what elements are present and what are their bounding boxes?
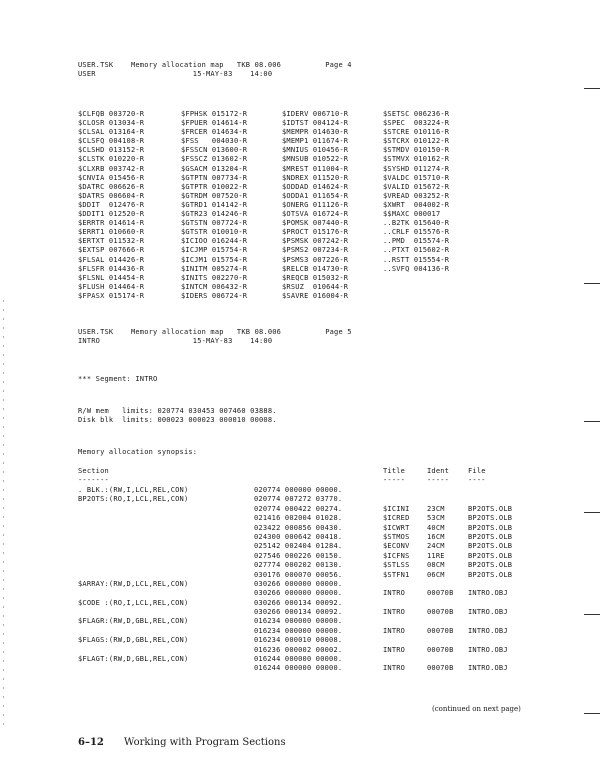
- map-header-page4-line1: USER.TSK Memory allocation map TKB 08.006 Page 4: [78, 61, 352, 69]
- alloc-title: $ICRED: [383, 514, 410, 523]
- alloc-addr: 023422 000856 00430.: [254, 523, 343, 532]
- symbol-entry: $ONERG 011126-R: [282, 200, 349, 209]
- symbol-entry: $OTSVA 016724-R: [282, 210, 349, 219]
- section-header: Section: [78, 467, 109, 475]
- symbol-entry: $GTPTN 007734-R: [181, 173, 248, 182]
- symbol-entry: $FSSCZ 013602-R: [181, 155, 248, 164]
- symbol-entry: $GTRDM 007520-R: [181, 191, 248, 200]
- symbol-entry: $RSUZ 010644-R: [282, 282, 349, 291]
- section-name: $CODE :(RO,I,LCL,REL,CON): [78, 598, 189, 607]
- symbol-entry: $MEMP1 011674-R: [282, 137, 349, 146]
- alloc-file: BP2OTS.OLB: [468, 523, 513, 532]
- alloc-file: BP2OTS.OLB: [468, 570, 513, 579]
- alloc-addr: 016234 000000 00000.: [254, 617, 343, 626]
- alloc-file: INTRO.OBJ: [468, 608, 508, 617]
- section-name: [78, 571, 188, 580]
- alloc-ident: 00070B: [427, 664, 454, 673]
- alloc-file: BP2OTS.OLB: [468, 504, 513, 513]
- alloc-title: [383, 599, 410, 608]
- symbol-entry: $ICIOO 016244-R: [181, 237, 248, 246]
- alloc-addr: 016234 000010 00008.: [254, 636, 343, 645]
- alloc-title: [383, 636, 410, 645]
- alloc-file: INTRO.OBJ: [468, 645, 508, 654]
- map-header-page5-line2: INTRO 15-MAY-83 14:00: [78, 337, 273, 345]
- section-idents: [427, 486, 454, 674]
- symbol-entry: $VALDC 015710-R: [383, 173, 450, 182]
- alloc-title: [383, 655, 410, 664]
- margin-mark: [584, 512, 600, 513]
- alloc-file: INTRO.OBJ: [468, 664, 508, 673]
- symbol-entry: $GTR23 014246-R: [181, 210, 248, 219]
- alloc-ident: 23CM: [427, 504, 445, 513]
- symbol-entry: $ODDAD 014624-R: [282, 182, 349, 191]
- alloc-title: INTRO: [383, 589, 406, 598]
- section-titles: [383, 486, 410, 674]
- section-addresses: [254, 486, 342, 674]
- margin-mark: [584, 713, 600, 714]
- segment-line: *** Segment: INTRO: [78, 375, 158, 383]
- section-name: . BLK.:(RW,I,LCL,REL,CON): [78, 486, 189, 494]
- symbol-entry: $CLSHD 013152-R: [78, 146, 145, 155]
- alloc-ident: 00070B: [427, 626, 454, 635]
- alloc-file: BP2OTS.OLB: [468, 532, 513, 541]
- symbol-entry: $ICJM1 015754-R: [181, 255, 248, 264]
- symbol-entry: $FLSFR 014436-R: [78, 264, 145, 273]
- alloc-title: [383, 580, 410, 589]
- section-name: [78, 514, 188, 523]
- alloc-file: [468, 599, 512, 608]
- alloc-file: [468, 655, 512, 664]
- symbol-entry: $$MAXC 000017: [383, 210, 441, 219]
- symbol-entry: $CLSAL 013164-R: [78, 128, 145, 137]
- symbol-entry: $INTCM 006432-R: [181, 282, 248, 291]
- symbol-entry: $MNSUB 010522-R: [282, 155, 349, 164]
- section-name: [78, 561, 188, 570]
- alloc-file: BP2OTS.OLB: [468, 514, 513, 523]
- symbol-column-3: [282, 110, 348, 301]
- symbol-entry: $FSS 004030-R: [181, 137, 248, 146]
- symbol-entry: $GTSTN 007724-R: [181, 219, 248, 228]
- alloc-title: INTRO: [383, 626, 406, 635]
- chapter-title: Working with Program Sections: [124, 737, 286, 748]
- section-name: [78, 627, 188, 636]
- symbol-entry: $ICJMP 015754-R: [181, 246, 248, 255]
- section-files: [468, 486, 512, 674]
- symbol-entry: $GSACM 013204-R: [181, 164, 248, 173]
- symbol-entry: $IDERS 006724-R: [181, 291, 248, 300]
- symbol-column-2: [181, 110, 247, 301]
- symbol-entry: $SPEC 003224-R: [383, 119, 450, 128]
- symbol-entry: $CLXRB 003742-R: [78, 164, 145, 173]
- alloc-file: BP2OTS.OLB: [468, 551, 513, 560]
- symbol-entry: $DATRC 006626-R: [78, 182, 145, 191]
- symbol-entry: $GTRD1 014142-R: [181, 200, 248, 209]
- alloc-addr: 016244 000000 00000.: [254, 655, 343, 664]
- symbol-entry: $FLUSH 014464-R: [78, 282, 145, 291]
- file-underline: ----: [468, 476, 486, 484]
- alloc-file: INTRO.OBJ: [468, 589, 508, 598]
- section-name: [78, 524, 188, 533]
- section-names: [78, 486, 188, 674]
- alloc-ident: [427, 636, 454, 645]
- section-name: $FLAGS:(RW,D,GBL,REL,CON): [78, 636, 189, 645]
- symbol-entry: $VALID 015672-R: [383, 182, 450, 191]
- symbol-entry: ..B2TK 015640-R: [383, 219, 450, 228]
- alloc-ident: 00070B: [427, 645, 454, 654]
- alloc-file: BP2OTS.OLB: [468, 542, 513, 551]
- symbol-entry: ..RSTT 015554-R: [383, 255, 450, 264]
- alloc-title: $ICWRT: [383, 523, 410, 532]
- symbol-column-1: [78, 110, 144, 301]
- symbol-entry: $GTSTR 010010-R: [181, 228, 248, 237]
- alloc-file: [468, 617, 512, 626]
- alloc-addr: 025142 002404 01284.: [254, 542, 343, 551]
- alloc-ident: 53CM: [427, 514, 445, 523]
- alloc-ident: [427, 580, 454, 589]
- symbol-entry: $SETSC 006236-R: [383, 110, 450, 118]
- symbol-entry: $SYSHD 011274-R: [383, 164, 450, 173]
- section-name: [78, 608, 188, 617]
- section-name: [78, 589, 188, 598]
- symbol-entry: $CNVIA 015456-R: [78, 173, 145, 182]
- synopsis-title: Memory allocation synopsis:: [78, 448, 198, 456]
- alloc-addr: 030176 000070 00056.: [254, 570, 343, 579]
- symbol-entry: $IDERV 006710-R: [282, 110, 349, 118]
- symbol-entry: $DDIT 012476-R: [78, 200, 145, 209]
- section-name: $ARRAY:(RW,D,LCL,REL,CON): [78, 579, 189, 588]
- symbol-entry: $DDIT1 012520-R: [78, 210, 145, 219]
- alloc-title: INTRO: [383, 664, 406, 673]
- alloc-title: [383, 617, 410, 626]
- symbol-entry: $INITM 005274-R: [181, 264, 248, 273]
- section-name: [78, 646, 188, 655]
- alloc-addr: 016234 000000 00000.: [254, 626, 343, 635]
- alloc-ident: 24CM: [427, 542, 445, 551]
- symbol-entry: $FLSNL 014454-R: [78, 273, 145, 282]
- alloc-ident: [427, 495, 454, 504]
- section-name: [78, 533, 188, 542]
- file-header: File: [468, 467, 486, 475]
- symbol-entry: $CLOSR 013034-R: [78, 119, 145, 128]
- margin-mark: [584, 88, 600, 89]
- alloc-ident: [427, 486, 454, 495]
- rw-mem-limits: R/W mem limits: 020774 030453 007460 03888.: [78, 407, 277, 415]
- symbol-entry: $ERRTR 014614-R: [78, 219, 145, 228]
- alloc-file: BP2OTS.OLB: [468, 561, 513, 570]
- symbol-entry: $STCRE 010116-R: [383, 128, 450, 137]
- alloc-title: INTRO: [383, 645, 406, 654]
- symbol-entry: $REQCB 015032-R: [282, 273, 349, 282]
- symbol-entry: $STMVX 010162-R: [383, 155, 450, 164]
- alloc-title: $STFN1: [383, 570, 410, 579]
- map-header-page5-line1: USER.TSK Memory allocation map TKB 08.006 Page 5: [78, 328, 352, 336]
- alloc-ident: 40CM: [427, 523, 445, 532]
- symbol-entry: $RELCB 014730-R: [282, 264, 349, 273]
- symbol-entry: ..SVFQ 004136-R: [383, 264, 450, 273]
- symbol-entry: $STMDV 010150-R: [383, 146, 450, 155]
- ident-header: Ident: [427, 467, 450, 475]
- alloc-addr: 030266 000134 00092.: [254, 598, 343, 607]
- section-name: $FLAGR:(RW,D,GBL,REL,CON): [78, 617, 189, 626]
- alloc-ident: 00070B: [427, 608, 454, 617]
- symbol-entry: $GTPTR 010022-R: [181, 182, 248, 191]
- symbol-entry: ..PTXT 015602-R: [383, 246, 450, 255]
- symbol-entry: $POMSK 007440-R: [282, 219, 349, 228]
- alloc-title: [383, 495, 410, 504]
- symbol-entry: $MNIUS 010456-R: [282, 146, 349, 155]
- alloc-addr: 030266 000134 00092.: [254, 608, 343, 617]
- alloc-file: [468, 580, 512, 589]
- alloc-addr: 021416 002004 01028.: [254, 514, 343, 523]
- alloc-ident: 06CM: [427, 570, 445, 579]
- symbol-entry: $PROCT 015176-R: [282, 228, 349, 237]
- symbol-entry: $DATRS 006604-R: [78, 191, 145, 200]
- symbol-entry: $FPUER 014614-R: [181, 119, 248, 128]
- symbol-entry: $STCRX 010122-R: [383, 137, 450, 146]
- binding-edge: [3, 300, 4, 730]
- alloc-title: $ECONV: [383, 542, 410, 551]
- symbol-entry: $VREAD 003252-R: [383, 191, 450, 200]
- margin-mark: [584, 614, 600, 615]
- symbol-entry: $SAVRE 016004-R: [282, 291, 349, 300]
- symbol-column-4: [383, 110, 449, 274]
- section-name: [78, 552, 188, 561]
- symbol-entry: $INITS 002270-R: [181, 273, 248, 282]
- alloc-addr: 016244 000000 00000.: [254, 664, 343, 673]
- symbol-entry: $ERRT1 010660-R: [78, 228, 145, 237]
- symbol-entry: $PSMSK 007242-R: [282, 237, 349, 246]
- alloc-addr: 027774 000202 00130.: [254, 561, 343, 570]
- alloc-ident: 00070B: [427, 589, 454, 598]
- section-name: [78, 664, 188, 673]
- symbol-entry: $EXTSP 007666-R: [78, 246, 145, 255]
- section-name: [78, 505, 188, 514]
- symbol-entry: $FPASX 015174-R: [78, 291, 145, 300]
- symbol-entry: $FLSAL 014426-R: [78, 255, 145, 264]
- alloc-ident: 08CM: [427, 561, 445, 570]
- alloc-title: $STMOS: [383, 532, 410, 541]
- symbol-entry: $ERTXT 011532-R: [78, 237, 145, 246]
- section-name: BP2OTS:(RO,I,LCL,REL,CON): [78, 495, 189, 504]
- symbol-entry: $MEMPR 014630-R: [282, 128, 349, 137]
- alloc-ident: [427, 655, 454, 664]
- symbol-entry: $CLSFQ 004108-R: [78, 137, 145, 146]
- alloc-addr: 020774 000422 00274.: [254, 504, 343, 513]
- alloc-title: [383, 486, 410, 495]
- title-underline: -----: [383, 476, 406, 484]
- ident-underline: -----: [427, 476, 450, 484]
- symbol-entry: $MREST 011004-R: [282, 164, 349, 173]
- alloc-ident: 16CM: [427, 532, 445, 541]
- symbol-entry: $CLFQB 003720-R: [78, 110, 145, 118]
- alloc-file: [468, 486, 512, 495]
- symbol-entry: $PSMS2 007234-R: [282, 246, 349, 255]
- symbol-entry: $FPHSK 015172-R: [181, 110, 248, 118]
- alloc-file: [468, 636, 512, 645]
- alloc-addr: 024300 000642 00418.: [254, 532, 343, 541]
- symbol-entry: $NDREX 011520-R: [282, 173, 349, 182]
- symbol-entry: $ODDA1 011654-R: [282, 191, 349, 200]
- alloc-file: [468, 495, 512, 504]
- alloc-addr: 030266 000000 00000.: [254, 589, 343, 598]
- title-header: Title: [383, 467, 406, 475]
- section-name: [78, 542, 188, 551]
- alloc-title: $ICFNS: [383, 551, 410, 560]
- symbol-entry: ..CRLF 015576-R: [383, 228, 450, 237]
- alloc-title: INTRO: [383, 608, 406, 617]
- section-underline: -------: [78, 476, 109, 484]
- disk-blk-limits: Disk blk limits: 000023 000023 000010 00008.: [78, 416, 277, 424]
- alloc-ident: [427, 599, 454, 608]
- alloc-addr: 030266 000000 00000.: [254, 579, 343, 588]
- alloc-ident: 11RE: [427, 551, 445, 560]
- continued-note: (continued on next page): [432, 705, 521, 713]
- alloc-file: INTRO.OBJ: [468, 626, 508, 635]
- symbol-entry: $PSMS3 007226-R: [282, 255, 349, 264]
- alloc-addr: 020774 007272 03770.: [254, 495, 343, 504]
- alloc-title: $ICINI: [383, 504, 410, 513]
- symbol-entry: $CLSTK 010220-R: [78, 155, 145, 164]
- symbol-entry: ..PMD 015574-R: [383, 237, 450, 246]
- section-name: $FLAGT:(RW,D,GBL,REL,CON): [78, 655, 189, 664]
- alloc-addr: 020774 000000 00000.: [254, 486, 343, 494]
- margin-mark: [584, 421, 600, 422]
- alloc-addr: 027546 000226 00150.: [254, 551, 343, 560]
- alloc-addr: 016236 000002 00002.: [254, 645, 343, 654]
- page-number: 6–12: [78, 737, 104, 748]
- alloc-title: $STLSS: [383, 561, 410, 570]
- symbol-entry: $IDTST 004124-R: [282, 119, 349, 128]
- symbol-entry: $XWRT 004002-R: [383, 200, 450, 209]
- alloc-ident: [427, 617, 454, 626]
- map-header-page4-line2: USER 15-MAY-83 14:00: [78, 70, 273, 78]
- margin-mark: [584, 283, 600, 284]
- symbol-entry: $FSSCN 013600-R: [181, 146, 248, 155]
- symbol-entry: $FRCER 014634-R: [181, 128, 248, 137]
